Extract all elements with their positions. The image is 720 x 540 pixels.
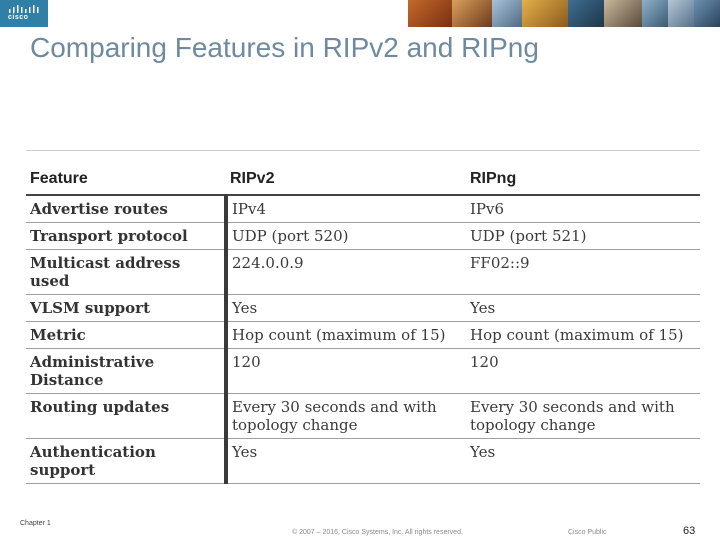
cisco-logo — [0, 0, 48, 27]
feature-cell: Multicast address used — [26, 250, 226, 295]
ripv2-cell: 224.0.0.9 — [226, 250, 466, 295]
logo-text: cisco — [8, 14, 29, 21]
table-row — [26, 349, 700, 394]
ripng-cell: UDP (port 521) — [466, 223, 700, 250]
photo-tile — [492, 0, 522, 27]
ripv2-cell: UDP (port 520) — [226, 223, 466, 250]
ripv2-cell: Yes — [226, 439, 466, 484]
column-header-ripng: RIPng — [466, 164, 700, 195]
photo-tile — [694, 0, 720, 27]
table-row — [26, 195, 700, 223]
table-row — [26, 322, 700, 349]
column-header-feature: Feature — [26, 164, 226, 195]
photo-tile — [522, 0, 568, 27]
photo-tile — [568, 0, 604, 27]
ripng-cell: 120 — [466, 349, 700, 394]
ripng-cell: IPv6 — [466, 195, 700, 223]
footer-classification: Cisco Public — [568, 529, 607, 536]
ripv2-cell: Hop count (maximum of 15) — [226, 322, 466, 349]
ripng-cell: Hop count (maximum of 15) — [466, 322, 700, 349]
feature-cell: Routing updates — [26, 394, 226, 439]
table-row — [26, 250, 700, 295]
ripng-cell: FF02::9 — [466, 250, 700, 295]
photo-tile — [668, 0, 694, 27]
photo-tile — [452, 0, 492, 27]
ripv2-cell: Every 30 seconds and with topology change — [226, 394, 466, 439]
header-photo-strip — [408, 0, 720, 27]
ripv2-cell: Yes — [226, 295, 466, 322]
feature-cell: Metric — [26, 322, 226, 349]
feature-cell: VLSM support — [26, 295, 226, 322]
feature-cell: Administrative Distance — [26, 349, 226, 394]
table-row — [26, 394, 700, 439]
table-row — [26, 223, 700, 250]
photo-tile — [604, 0, 642, 27]
ripng-cell: Yes — [466, 295, 700, 322]
feature-cell: Transport protocol — [26, 223, 226, 250]
feature-comparison-table — [26, 164, 700, 484]
ripng-cell: Every 30 seconds and with topology change — [466, 394, 700, 439]
ripng-cell: Yes — [466, 439, 700, 484]
table-row — [26, 439, 700, 484]
footer-chapter: Chapter 1 — [20, 520, 51, 527]
photo-tile — [408, 0, 452, 27]
table-row — [26, 295, 700, 322]
ripv2-cell: IPv4 — [226, 195, 466, 223]
column-header-ripv2: RIPv2 — [226, 164, 466, 195]
page-number: 63 — [683, 525, 696, 537]
photo-tile — [642, 0, 668, 27]
cisco-bars-icon — [8, 5, 40, 13]
feature-cell: Authentication support — [26, 439, 226, 484]
feature-cell: Advertise routes — [26, 195, 226, 223]
header-band — [0, 0, 720, 27]
ripv2-cell: 120 — [226, 349, 466, 394]
footer-copyright: © 2007 – 2016, Cisco Systems, Inc. All rights reserved. — [292, 529, 463, 536]
table-header-row — [26, 164, 700, 195]
divider — [26, 150, 700, 151]
slide-title: Comparing Features in RIPv2 and RIPng — [30, 32, 539, 63]
